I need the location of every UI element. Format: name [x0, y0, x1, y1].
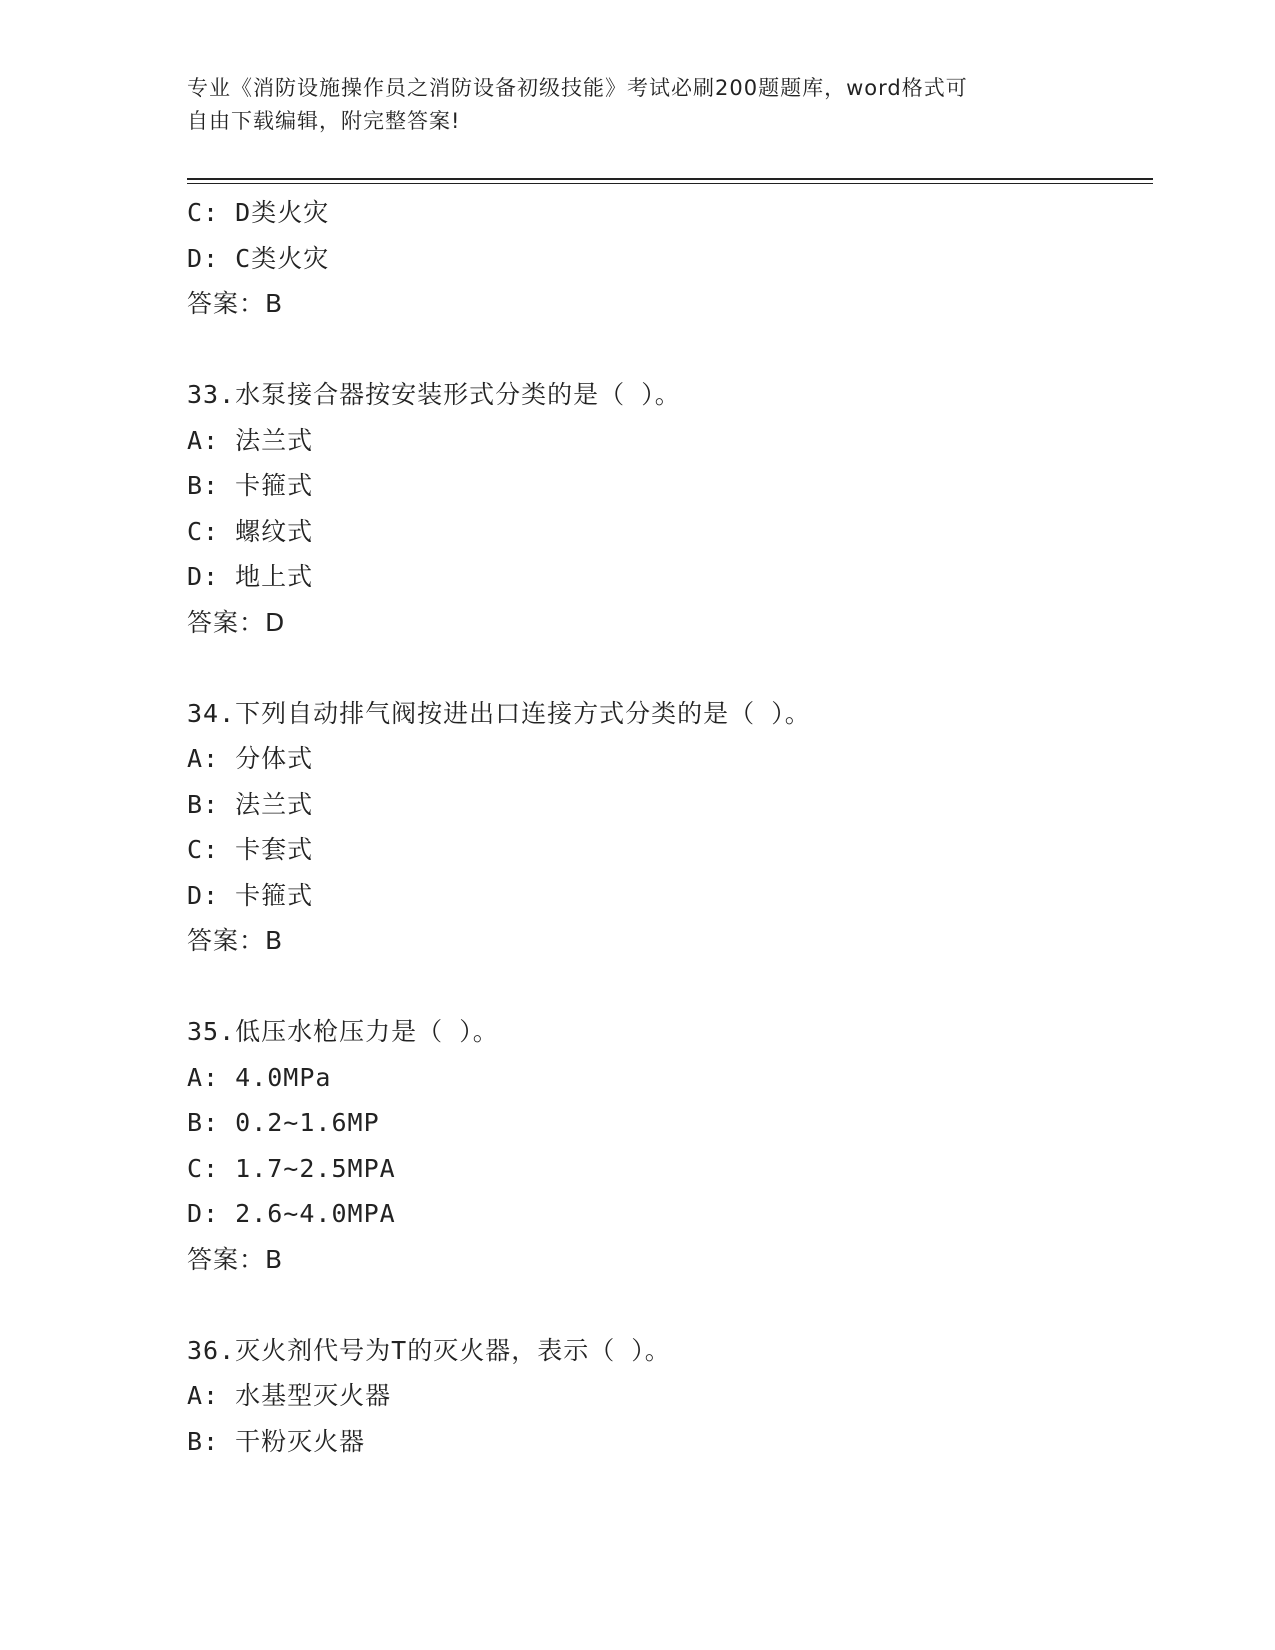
option-a: A: 水基型灭火器: [187, 1381, 392, 1410]
question-text: 34.下列自动排气阀按进出口连接方式分类的是（ ）。: [187, 698, 811, 728]
question-block-34: [187, 691, 1153, 964]
option-d: D: 卡箍式: [187, 880, 314, 910]
answer-line: 答案：B: [187, 1244, 284, 1274]
option-d: D: C类火灾: [187, 243, 330, 273]
option-c: C: D类火灾: [187, 198, 330, 227]
answer-line: 答案：D: [187, 607, 286, 637]
option-b: B: 卡箍式: [187, 471, 314, 500]
option-d: D: 地上式: [187, 562, 314, 591]
option-b: B: 法兰式: [187, 789, 314, 819]
question-block-33: [187, 372, 1153, 645]
header-line-2: 自由下载编辑，附完整答案!: [187, 109, 461, 133]
question-list: [187, 190, 1153, 1464]
option-c: C: 卡套式: [187, 835, 314, 864]
document-header: [187, 72, 1067, 138]
option-a: A: 4.0MPa: [187, 1062, 332, 1092]
question-text: 35.低压水枪压力是（ ）。: [187, 1017, 499, 1046]
question-block-36: [187, 1328, 1153, 1465]
spacer: [187, 645, 1153, 691]
option-d: D: 2.6~4.0MPA: [187, 1199, 396, 1228]
answer-line: 答案：B: [187, 289, 284, 318]
question-block-35: [187, 1009, 1153, 1282]
option-a: A: 分体式: [187, 744, 314, 773]
question-block-partial: [187, 190, 1153, 327]
header-line-1: 专业《消防设施操作员之消防设备初级技能》考试必刷200题题库，word格式可: [187, 76, 968, 100]
question-text: 36.灭火剂代号为T的灭火器，表示（ ）。: [187, 1335, 671, 1365]
spacer: [187, 964, 1153, 1010]
header-rule-thin: [187, 183, 1153, 184]
spacer: [187, 1282, 1153, 1328]
question-text: 33.水泵接合器按安装形式分类的是（ ）。: [187, 380, 681, 409]
spacer: [187, 327, 1153, 373]
option-c: C: 螺纹式: [187, 516, 314, 546]
option-b: B: 干粉灭火器: [187, 1426, 366, 1456]
option-c: C: 1.7~2.5MPA: [187, 1153, 396, 1183]
option-b: B: 0.2~1.6MP: [187, 1108, 380, 1137]
header-rule-thick: [187, 178, 1153, 180]
answer-line: 答案：B: [187, 926, 284, 955]
option-a: A: 法兰式: [187, 425, 314, 455]
